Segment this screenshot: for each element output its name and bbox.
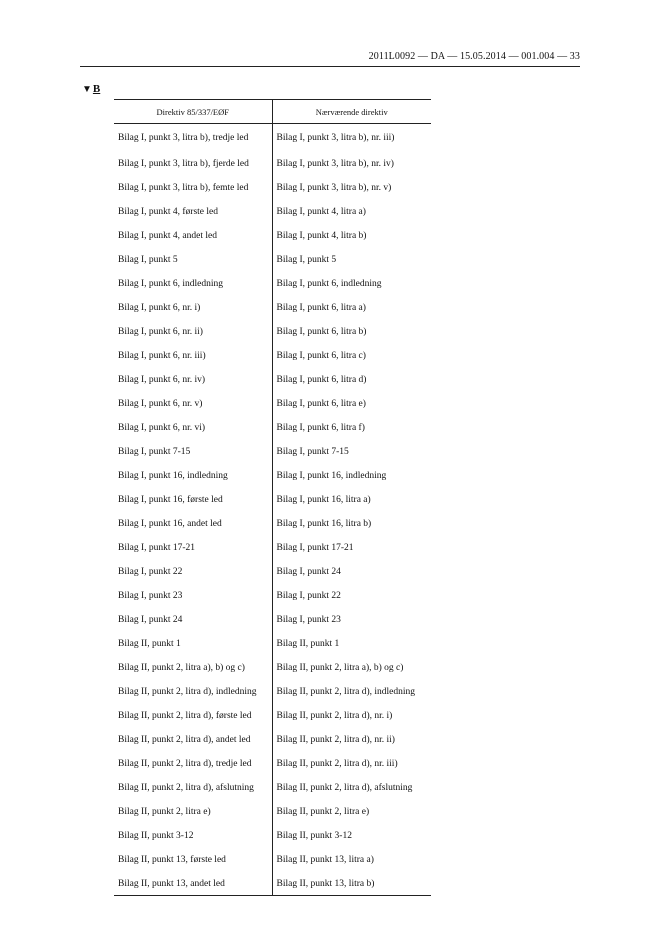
new-directive-cell: Bilag I, punkt 5 [276,255,337,265]
triangle-marker-icon: ▼ [82,84,92,95]
table-row [114,536,431,560]
new-directive-cell: Bilag I, punkt 16, litra a) [276,495,371,505]
new-directive-cell: Bilag II, punkt 1 [276,639,340,649]
old-directive-cell: Bilag I, punkt 5 [114,248,272,272]
new-directive-cell: Bilag I, punkt 17-21 [276,543,354,553]
table-row [114,200,431,224]
table-row [114,872,431,896]
new-directive-cell: Bilag II, punkt 2, litra d), nr. i) [276,711,393,721]
table-row [114,272,431,296]
new-directive-cell: Bilag I, punkt 16, litra b) [276,519,372,529]
old-directive-cell: Bilag I, punkt 16, indledning [114,464,272,488]
old-directive-cell: Bilag I, punkt 3, litra b), tredje led [114,124,272,153]
table-row [114,176,431,200]
old-directive-cell: Bilag I, punkt 6, nr. ii) [114,320,272,344]
column-header-new-directive: Nærværende direktiv [272,100,431,124]
table-row [114,320,431,344]
old-directive-cell: Bilag I, punkt 4, første led [114,200,272,224]
new-directive-cell: Bilag I, punkt 6, litra e) [276,399,366,409]
header-divider [80,66,580,67]
table-row [114,512,431,536]
old-directive-cell: Bilag II, punkt 2, litra d), tredje led [114,752,272,776]
new-directive-cell: Bilag II, punkt 2, litra a), b) og c) [276,663,404,673]
old-directive-cell: Bilag I, punkt 24 [114,608,272,632]
new-directive-cell: Bilag I, punkt 6, litra f) [276,423,365,433]
old-directive-cell: Bilag II, punkt 13, andet led [114,872,272,896]
table-row [114,584,431,608]
table-row [114,656,431,680]
table-row [114,704,431,728]
table-row [114,608,431,632]
new-directive-cell: Bilag II, punkt 2, litra d), nr. ii) [276,735,395,745]
old-directive-cell: Bilag II, punkt 3-12 [114,824,272,848]
old-directive-cell: Bilag I, punkt 6, nr. vi) [114,416,272,440]
old-directive-cell: Bilag I, punkt 16, første led [114,488,272,512]
old-directive-cell: Bilag I, punkt 6, indledning [114,272,272,296]
new-directive-cell: Bilag I, punkt 4, litra a) [276,207,366,217]
old-directive-cell: Bilag I, punkt 6, nr. i) [114,296,272,320]
new-directive-cell: Bilag I, punkt 3, litra b), nr. iii) [276,133,395,143]
table-row [114,224,431,248]
table-row [114,464,431,488]
table-row [114,344,431,368]
table-row [114,124,431,153]
old-directive-cell: Bilag I, punkt 4, andet led [114,224,272,248]
table-body [114,124,431,896]
old-directive-cell: Bilag II, punkt 2, litra a), b) og c) [114,656,272,680]
new-directive-cell: Bilag II, punkt 3-12 [276,831,352,841]
table-row [114,632,431,656]
table-row [114,680,431,704]
new-directive-cell: Bilag II, punkt 2, litra d), afslutning [276,783,413,793]
table-row [114,848,431,872]
new-directive-cell: Bilag I, punkt 6, litra b) [276,327,367,337]
table-row [114,776,431,800]
old-directive-cell: Bilag II, punkt 2, litra d), andet led [114,728,272,752]
table-row [114,392,431,416]
new-directive-cell: Bilag I, punkt 4, litra b) [276,231,367,241]
amendment-reference: B [92,83,101,95]
new-directive-cell: Bilag I, punkt 3, litra b), nr. v) [276,183,392,193]
old-directive-cell: Bilag I, punkt 6, nr. v) [114,392,272,416]
old-directive-cell: Bilag II, punkt 2, litra d), afslutning [114,776,272,800]
old-directive-cell: Bilag I, punkt 17-21 [114,536,272,560]
new-directive-cell: Bilag I, punkt 22 [276,591,341,601]
new-directive-cell: Bilag I, punkt 24 [276,567,341,577]
table-row [114,440,431,464]
old-directive-cell: Bilag I, punkt 6, nr. iii) [114,344,272,368]
table-row [114,248,431,272]
correlation-table [114,99,431,896]
running-header: 2011L0092 — DA — 15.05.2014 — 001.004 — 33 [368,51,580,62]
old-directive-cell: Bilag II, punkt 2, litra d), indledning [114,680,272,704]
column-header-old-directive: Direktiv 85/337/EØF [114,100,272,124]
new-directive-cell: Bilag II, punkt 13, litra a) [276,855,374,865]
new-directive-cell: Bilag I, punkt 6, litra c) [276,351,366,361]
new-directive-cell: Bilag I, punkt 6, litra a) [276,303,366,313]
new-directive-cell: Bilag I, punkt 6, litra d) [276,375,367,385]
new-directive-cell: Bilag II, punkt 2, litra e) [276,807,370,817]
table-row [114,152,431,176]
table-row [114,728,431,752]
table-row [114,488,431,512]
old-directive-cell: Bilag II, punkt 2, litra d), første led [114,704,272,728]
new-directive-cell: Bilag I, punkt 7-15 [276,447,349,457]
old-directive-cell: Bilag I, punkt 16, andet led [114,512,272,536]
old-directive-cell: Bilag II, punkt 13, første led [114,848,272,872]
table-row [114,296,431,320]
new-directive-cell: Bilag I, punkt 16, indledning [276,471,387,481]
table-row [114,368,431,392]
old-directive-cell: Bilag II, punkt 2, litra e) [114,800,272,824]
old-directive-cell: Bilag I, punkt 3, litra b), femte led [114,176,272,200]
new-directive-cell: Bilag II, punkt 2, litra d), indledning [276,687,416,697]
new-directive-cell: Bilag II, punkt 13, litra b) [272,872,431,896]
table-header-row [114,100,431,124]
amendment-marker [82,83,100,95]
new-directive-cell: Bilag II, punkt 2, litra d), nr. iii) [276,759,398,769]
table-row [114,824,431,848]
new-directive-cell: Bilag I, punkt 3, litra b), nr. iv) [276,159,394,169]
table-row [114,560,431,584]
old-directive-cell: Bilag II, punkt 1 [114,632,272,656]
old-directive-cell: Bilag I, punkt 23 [114,584,272,608]
old-directive-cell: Bilag I, punkt 22 [114,560,272,584]
table-row [114,752,431,776]
old-directive-cell: Bilag I, punkt 3, litra b), fjerde led [114,152,272,176]
table-row [114,416,431,440]
old-directive-cell: Bilag I, punkt 6, nr. iv) [114,368,272,392]
new-directive-cell: Bilag I, punkt 23 [276,615,341,625]
new-directive-cell: Bilag I, punkt 6, indledning [276,279,382,289]
table-row [114,800,431,824]
old-directive-cell: Bilag I, punkt 7-15 [114,440,272,464]
